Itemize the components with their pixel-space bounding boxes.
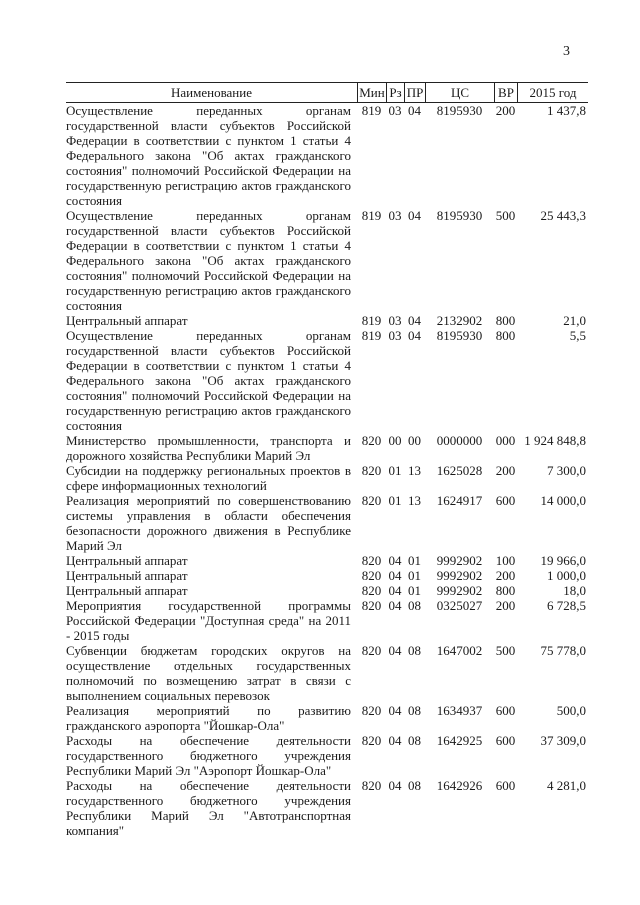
row-min: 820 (361, 583, 382, 598)
header-min: Мин (357, 82, 386, 103)
row-amount: 75 778,0 (540, 643, 586, 658)
row-vr: 600 (495, 778, 516, 793)
row-vr: 000 (495, 433, 516, 448)
row-amount: 37 309,0 (540, 733, 586, 748)
row-rz: 03 (388, 328, 402, 343)
row-pr: 08 (408, 778, 421, 793)
row-rz: 04 (388, 733, 402, 748)
row-min: 820 (361, 703, 382, 718)
row-cs: 8195930 (436, 208, 483, 223)
row-cs: 9992902 (436, 568, 483, 583)
row-rz: 04 (388, 598, 402, 613)
row-rz: 03 (388, 313, 402, 328)
row-vr: 800 (495, 313, 516, 328)
row-amount: 18,0 (563, 583, 586, 598)
row-name: Субвенции бюджетам городских округов на осуществление отдельных государственных полномочий по возмещению затрат в связи с выполнением социальных перевозок (66, 643, 351, 703)
row-name: Осуществление переданных органам государственной власти субъектов Российской Федерации в соответствии с пунктом 1 статьи 4 Федерального закона "Об актах гражданского состояния" полномочий Российской Федерации на государственную регистрацию актов гражданского состояния (66, 208, 351, 313)
row-vr: 200 (495, 463, 516, 478)
row-pr: 08 (408, 733, 421, 748)
row-name: Мероприятия государственной программы Российской Федерации "Доступная среда" на 2011 - 2015 годы (66, 598, 351, 643)
page-number: 3 (563, 44, 570, 59)
row-cs: 9992902 (436, 583, 483, 598)
row-pr: 13 (408, 463, 421, 478)
row-vr: 800 (495, 328, 516, 343)
row-cs: 0325027 (436, 598, 483, 613)
row-min: 819 (361, 103, 382, 118)
row-vr: 800 (495, 583, 516, 598)
row-amount: 21,0 (563, 313, 586, 328)
row-amount: 7 300,0 (547, 463, 586, 478)
row-rz: 04 (388, 583, 402, 598)
row-name: Реализация мероприятий по совершенствованию системы управления в области обеспечения безопасности дорожного движения в Республике Марий Эл (66, 493, 351, 553)
row-name: Реализация мероприятий по развитию гражданского аэропорта "Йошкар-Ола" (66, 703, 351, 733)
row-pr: 04 (408, 328, 421, 343)
row-name: Расходы на обеспечение деятельности государственного бюджетного учреждения Республики Марий Эл "Аэропорт Йошкар-Ола" (66, 733, 351, 778)
row-rz: 03 (388, 103, 402, 118)
row-name: Расходы на обеспечение деятельности государственного бюджетного учреждения Республики Марий Эл "Автотранспортная компания" (66, 778, 351, 838)
row-cs: 1634937 (436, 703, 483, 718)
budget-table (66, 82, 588, 838)
row-name: Центральный аппарат (66, 583, 188, 598)
row-min: 820 (361, 778, 382, 793)
row-min: 820 (361, 553, 382, 568)
row-amount: 6 728,5 (547, 598, 586, 613)
row-rz: 01 (388, 463, 402, 478)
row-pr: 00 (408, 433, 421, 448)
row-min: 820 (361, 643, 382, 658)
row-pr: 04 (408, 313, 421, 328)
row-rz: 04 (388, 703, 402, 718)
row-min: 819 (361, 328, 382, 343)
row-amount: 5,5 (569, 328, 586, 343)
row-rz: 04 (388, 778, 402, 793)
row-pr: 08 (408, 598, 421, 613)
row-rz: 03 (388, 208, 402, 223)
row-vr: 500 (495, 208, 516, 223)
header-cs: ЦС (425, 82, 494, 103)
row-rz: 00 (388, 433, 402, 448)
row-vr: 500 (495, 643, 516, 658)
row-vr: 100 (495, 553, 516, 568)
header-year: 2015 год (517, 82, 588, 103)
row-min: 820 (361, 568, 382, 583)
row-min: 819 (361, 208, 382, 223)
row-cs: 1642925 (436, 733, 483, 748)
row-vr: 600 (495, 493, 516, 508)
row-cs: 1624917 (436, 493, 483, 508)
header-name: Наименование (66, 82, 357, 103)
row-pr: 01 (408, 568, 421, 583)
row-pr: 01 (408, 553, 421, 568)
header-rz: Рз (386, 82, 404, 103)
row-cs: 2132902 (436, 313, 483, 328)
row-amount: 19 966,0 (540, 553, 586, 568)
row-rz: 04 (388, 643, 402, 658)
row-cs: 8195930 (436, 328, 483, 343)
row-min: 820 (361, 463, 382, 478)
row-amount: 4 281,0 (547, 778, 586, 793)
row-name: Центральный аппарат (66, 553, 188, 568)
row-pr: 08 (408, 703, 421, 718)
row-min: 820 (361, 598, 382, 613)
row-pr: 13 (408, 493, 421, 508)
row-rz: 04 (388, 568, 402, 583)
row-name: Министерство промышленности, транспорта и дорожного хозяйства Республики Марий Эл (66, 433, 351, 463)
row-vr: 200 (495, 598, 516, 613)
row-cs: 1642926 (436, 778, 483, 793)
row-min: 820 (361, 733, 382, 748)
row-min: 820 (361, 433, 382, 448)
row-pr: 04 (408, 208, 421, 223)
row-vr: 600 (495, 733, 516, 748)
row-rz: 04 (388, 553, 402, 568)
row-pr: 01 (408, 583, 421, 598)
row-name: Осуществление переданных органам государственной власти субъектов Российской Федерации в соответствии с пунктом 1 статьи 4 Федерального закона "Об актах гражданского состояния" полномочий Российской Федерации на государственную регистрацию актов гражданского состояния (66, 103, 351, 208)
row-cs: 1647002 (436, 643, 483, 658)
row-pr: 08 (408, 643, 421, 658)
row-cs: 8195930 (436, 103, 483, 118)
row-vr: 200 (495, 568, 516, 583)
row-amount: 25 443,3 (540, 208, 586, 223)
row-amount: 1 437,8 (547, 103, 586, 118)
row-vr: 600 (495, 703, 516, 718)
row-min: 820 (361, 493, 382, 508)
header-pr: ПР (404, 82, 425, 103)
row-rz: 01 (388, 493, 402, 508)
row-pr: 04 (408, 103, 421, 118)
row-amount: 14 000,0 (540, 493, 586, 508)
header-vr: ВР (494, 82, 517, 103)
row-amount: 500,0 (556, 703, 586, 718)
row-name: Осуществление переданных органам государственной власти субъектов Российской Федерации в соответствии с пунктом 1 статьи 4 Федерального закона "Об актах гражданского состояния" полномочий Российской Федерации на государственную регистрацию актов гражданского состояния (66, 328, 351, 433)
row-vr: 200 (495, 103, 516, 118)
row-cs: 1625028 (436, 463, 483, 478)
row-amount: 1 924 848,8 (524, 433, 586, 448)
row-name: Центральный аппарат (66, 313, 188, 328)
row-amount: 1 000,0 (547, 568, 586, 583)
row-name: Центральный аппарат (66, 568, 188, 583)
row-cs: 9992902 (436, 553, 483, 568)
row-min: 819 (361, 313, 382, 328)
row-cs: 0000000 (436, 433, 483, 448)
row-name: Субсидии на поддержку региональных проектов в сфере информационных технологий (66, 463, 351, 493)
